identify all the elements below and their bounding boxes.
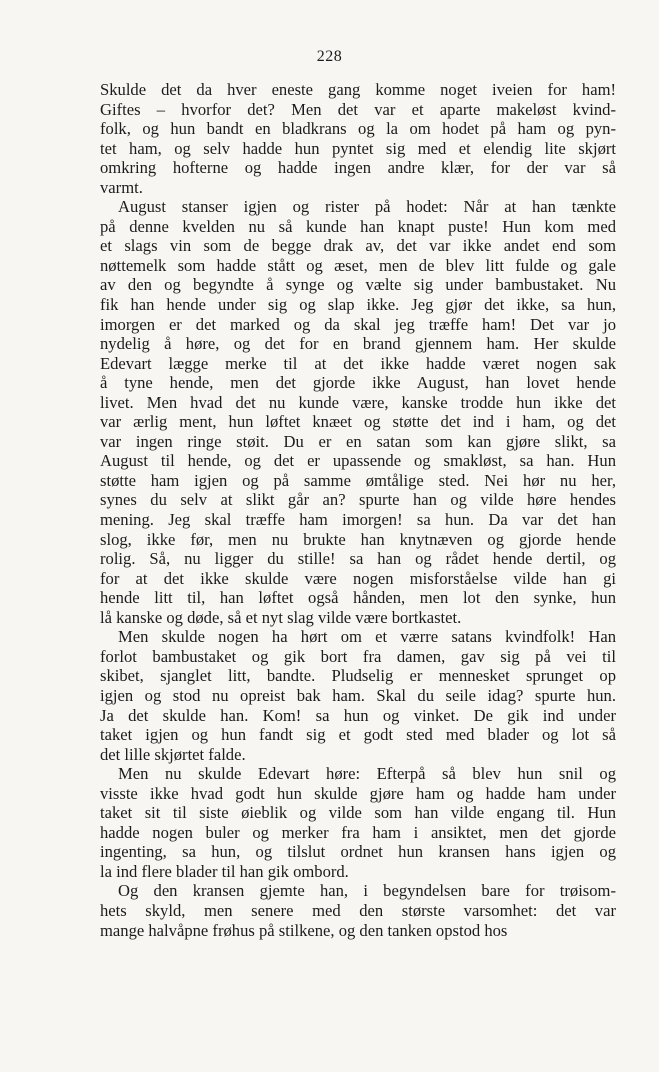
text-line: av den og begyndte å synge og vælte sig under bambustaket. Nu [100, 275, 616, 295]
text-line: var ingen ringe støit. Du er en satan som kan gjøre slikt, sa [100, 431, 616, 451]
text-line: støtte ham igjen og på samme ømtålige sted. Nei hør nu her, [100, 470, 616, 490]
text-line: taket sit til siste øieblik og vilde som han vilde engang til. Hun [100, 803, 616, 823]
text-line: taket igjen og hun fandt sig et godt sted med blader og lot så [100, 725, 616, 745]
text-line: nydelig å høre, og det for en brand gjennem ham. Her skulde [100, 334, 616, 354]
body-text [100, 80, 616, 940]
text-line: la ind flere blader til han gik ombord. [100, 861, 349, 881]
text-line: mening. Jeg skal træffe ham imorgen! sa hun. Da var det han [100, 510, 616, 530]
page-number: 228 [316, 48, 343, 65]
text-line: imorgen er det marked og da skal jeg træffe ham! Det var jo [100, 314, 616, 334]
text-line: nøttemelk som hadde stått og æset, men de blev litt fulde og gale [100, 255, 616, 275]
text-line: visste ikke hvad godt hun skulde gjøre ham og hadde ham under [100, 783, 616, 803]
text-line: var ærlig ment, hun løftet knæet og støtte det ind i ham, og det [100, 412, 616, 432]
paragraph [100, 627, 616, 764]
paragraph [100, 881, 616, 940]
text-line: livet. Men hvad det nu kunde være, kanske trodde hun ikke det [100, 392, 616, 412]
text-line: August stanser igjen og rister på hodet: Når at han tænkte [118, 197, 616, 217]
text-line: slog, ikke før, men nu brukte han knytnæven og gjorde hende [100, 529, 616, 549]
text-line: omkring hofterne og hadde ingen andre klær, for der var så [100, 158, 616, 178]
text-line: Edevart lægge merke til at det ikke hadde været nogen sak [100, 353, 616, 373]
paragraph [100, 80, 616, 197]
text-line: varmt. [100, 177, 143, 197]
text-line: på denne kvelden nu så kunde han knapt puste! Hun kom med [100, 216, 616, 236]
text-line: Ja det skulde han. Kom! sa hun og vinket. De gik ind under [100, 705, 616, 725]
text-line: skibet, sjanglet litt, bandte. Pludselig er mennesket sprunget op [100, 666, 616, 686]
text-line: synes du selv at slikt går an? spurte han og vilde høre hendes [100, 490, 616, 510]
paragraph [100, 764, 616, 881]
text-line: det lille skjørtet falde. [100, 744, 246, 764]
text-line: ingenting, sa hun, og tilslut ordnet hun kransen hans igjen og [100, 842, 616, 862]
text-line: Men nu skulde Edevart høre: Efterpå så blev hun snil og [118, 764, 616, 784]
text-line: forlot bambustaket og gik bort fra damen, gav sig på vei til [100, 646, 616, 666]
text-line: hende litt til, han løftet også hånden, men lot den synke, hun [100, 588, 616, 608]
text-line: for at det ikke skulde være nogen misforståelse vilde han gi [100, 568, 616, 588]
text-line: Men skulde nogen ha hørt om et værre satans kvindfolk! Han [118, 627, 616, 647]
text-line: folk, og hun bandt en bladkrans og la om hodet på ham og pyn- [100, 119, 616, 139]
text-line: rolig. Så, nu ligger du stille! sa han og rådet hende dertil, og [100, 549, 616, 569]
paragraph [100, 197, 616, 627]
text-line: August til hende, og det er upassende og smakløst, sa han. Hun [100, 451, 616, 471]
text-line: lå kanske og døde, så et nyt slag vilde være bortkastet. [100, 607, 462, 627]
text-line: hets skyld, men senere med den største varsomhet: det var [100, 900, 616, 920]
text-line: å tyne hende, men det gjorde ikke August, han lovet hende [100, 373, 616, 393]
text-line: Giftes – hvorfor det? Men det var et aparte makeløst kvind- [100, 99, 616, 119]
text-line: Skulde det da hver eneste gang komme noget iveien for ham! [100, 80, 616, 99]
text-line: hadde nogen buler og merker fra ham i ansiktet, men det gjorde [100, 822, 616, 842]
text-line: mange halvåpne frøhus på stilkene, og den tanken opstod hos [100, 920, 508, 940]
text-line: Og den kransen gjemte han, i begyndelsen bare for trøisom- [118, 881, 616, 901]
text-line: igjen og stod nu opreist bak ham. Skal du seile idag? spurte hun. [100, 685, 616, 705]
text-line: tet ham, og selv hadde hun pyntet sig med et elendig lite skjørt [100, 138, 616, 158]
text-line: et slags vin som de begge drak av, det var ikke andet end som [100, 236, 616, 256]
text-line: fik han hende under sig og slap ikke. Jeg gjør det ikke, sa hun, [100, 295, 616, 315]
